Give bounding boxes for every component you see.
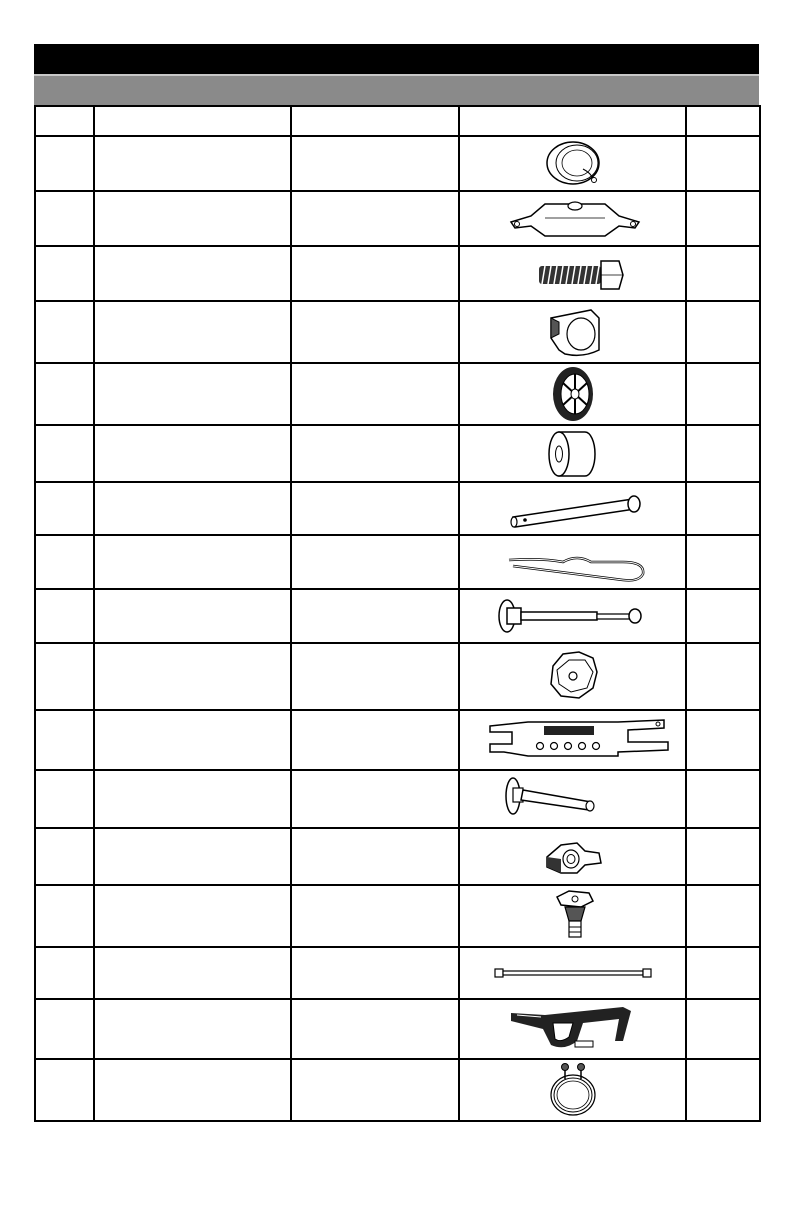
row-name bbox=[94, 885, 291, 947]
column-header-part-number bbox=[291, 106, 459, 136]
row-qty bbox=[686, 535, 760, 589]
row-id bbox=[35, 136, 94, 191]
hairpin-clip-icon bbox=[473, 538, 673, 586]
row-name bbox=[94, 482, 291, 535]
table-row bbox=[35, 885, 760, 947]
row-part-number bbox=[291, 246, 459, 301]
row-name bbox=[94, 425, 291, 482]
row-id bbox=[35, 710, 94, 770]
row-name bbox=[94, 828, 291, 885]
spacer-bushing-icon bbox=[473, 428, 673, 480]
row-id bbox=[35, 770, 94, 828]
parts-list-sheet bbox=[34, 44, 759, 1122]
hex-bolt-icon bbox=[473, 249, 673, 299]
row-name bbox=[94, 947, 291, 999]
hose-reel-drum-icon bbox=[473, 139, 673, 189]
row-id bbox=[35, 535, 94, 589]
row-part-number bbox=[291, 136, 459, 191]
spray-nozzle-icon bbox=[473, 887, 673, 945]
table-row bbox=[35, 425, 760, 482]
table-row bbox=[35, 770, 760, 828]
column-header-qty bbox=[686, 106, 760, 136]
row-name bbox=[94, 710, 291, 770]
table-row bbox=[35, 363, 760, 425]
row-qty bbox=[686, 363, 760, 425]
wheel-icon bbox=[473, 365, 673, 423]
row-part-number bbox=[291, 301, 459, 363]
row-id bbox=[35, 885, 94, 947]
row-part-number bbox=[291, 535, 459, 589]
high-pressure-hose-icon bbox=[473, 1061, 673, 1119]
row-name bbox=[94, 589, 291, 643]
row-part-number bbox=[291, 828, 459, 885]
row-qty bbox=[686, 710, 760, 770]
clip-holder-icon bbox=[473, 304, 673, 360]
row-id bbox=[35, 482, 94, 535]
page-title bbox=[34, 44, 759, 74]
table-row bbox=[35, 999, 760, 1059]
row-part-number bbox=[291, 482, 459, 535]
handle-bracket-icon bbox=[468, 712, 678, 768]
row-id bbox=[35, 589, 94, 643]
table-row bbox=[35, 589, 760, 643]
row-part-number bbox=[291, 425, 459, 482]
extension-wand-icon bbox=[473, 950, 673, 996]
row-id bbox=[35, 828, 94, 885]
table-row bbox=[35, 828, 760, 885]
row-qty bbox=[686, 1059, 760, 1121]
row-name bbox=[94, 136, 291, 191]
row-part-number bbox=[291, 999, 459, 1059]
row-qty bbox=[686, 136, 760, 191]
row-qty bbox=[686, 947, 760, 999]
table-row bbox=[35, 947, 760, 999]
table-row bbox=[35, 1059, 760, 1121]
table-row bbox=[35, 246, 760, 301]
row-part-number bbox=[291, 363, 459, 425]
row-id bbox=[35, 191, 94, 246]
table-header-row bbox=[35, 106, 760, 136]
carriage-bolt-icon bbox=[473, 772, 673, 826]
shoulder-bolt-icon bbox=[473, 592, 673, 640]
row-name bbox=[94, 770, 291, 828]
table-row bbox=[35, 191, 760, 246]
bracket-housing-icon bbox=[473, 194, 673, 244]
row-part-number bbox=[291, 710, 459, 770]
wing-nut-icon bbox=[473, 831, 673, 883]
row-qty bbox=[686, 589, 760, 643]
row-name bbox=[94, 363, 291, 425]
row-qty bbox=[686, 425, 760, 482]
row-qty bbox=[686, 191, 760, 246]
axle-pin-icon bbox=[473, 485, 673, 533]
row-id bbox=[35, 643, 94, 710]
row-name bbox=[94, 191, 291, 246]
row-part-number bbox=[291, 947, 459, 999]
table-row bbox=[35, 301, 760, 363]
column-header-id bbox=[35, 106, 94, 136]
section-subtitle bbox=[34, 74, 759, 105]
row-part-number bbox=[291, 643, 459, 710]
table-row bbox=[35, 643, 760, 710]
row-qty bbox=[686, 885, 760, 947]
row-name bbox=[94, 999, 291, 1059]
table-row bbox=[35, 535, 760, 589]
parts-table bbox=[34, 105, 761, 1122]
row-id bbox=[35, 246, 94, 301]
row-id bbox=[35, 947, 94, 999]
row-name bbox=[94, 535, 291, 589]
row-id bbox=[35, 425, 94, 482]
table-row bbox=[35, 482, 760, 535]
row-qty bbox=[686, 770, 760, 828]
row-id bbox=[35, 363, 94, 425]
column-header-name bbox=[94, 106, 291, 136]
row-qty bbox=[686, 828, 760, 885]
row-qty bbox=[686, 246, 760, 301]
row-name bbox=[94, 246, 291, 301]
row-qty bbox=[686, 301, 760, 363]
knob-icon bbox=[473, 646, 673, 708]
column-header-image bbox=[459, 106, 686, 136]
row-part-number bbox=[291, 770, 459, 828]
row-part-number bbox=[291, 885, 459, 947]
row-part-number bbox=[291, 589, 459, 643]
table-row bbox=[35, 710, 760, 770]
row-part-number bbox=[291, 191, 459, 246]
row-qty bbox=[686, 999, 760, 1059]
spray-gun-icon bbox=[473, 1001, 673, 1057]
row-part-number bbox=[291, 1059, 459, 1121]
table-row bbox=[35, 136, 760, 191]
row-id bbox=[35, 1059, 94, 1121]
row-id bbox=[35, 999, 94, 1059]
row-name bbox=[94, 301, 291, 363]
row-qty bbox=[686, 643, 760, 710]
row-name bbox=[94, 1059, 291, 1121]
row-id bbox=[35, 301, 94, 363]
row-qty bbox=[686, 482, 760, 535]
row-name bbox=[94, 643, 291, 710]
